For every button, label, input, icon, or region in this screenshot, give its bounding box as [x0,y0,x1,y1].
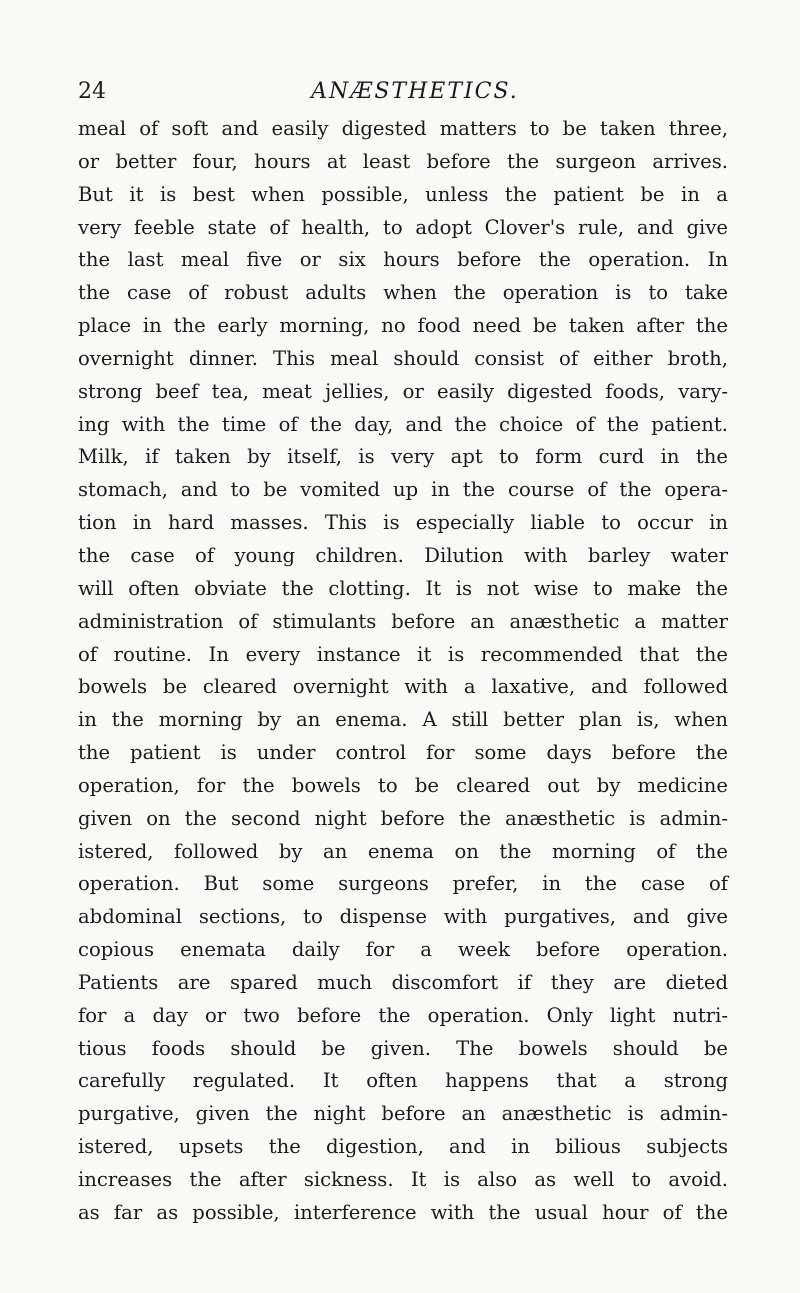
text-line: carefully regulated. It often happens that a strong [78,1069,728,1093]
text-line: strong beef tea, meat jellies, or easily digested foods, vary- [78,379,728,403]
text-line: as far as possible, interference with the usual hour of the [78,1200,728,1224]
text-line: istered, followed by an enema on the morning of the [78,839,728,863]
text-line: ing with the time of the day, and the choice of the patient. [78,412,728,436]
text-line: operation. But some surgeons prefer, in the case of [78,872,728,896]
text-line: abdominal sections, to dispense with purgatives, and give [78,905,728,929]
text-line: for a day or two before the operation. Only light nutri- [78,1003,728,1027]
text-line: purgative, given the night before an anæsthetic is admin- [78,1102,728,1126]
text-line: in the morning by an enema. A still better plan is, when [78,708,728,732]
text-line: place in the early morning, no food need be taken after the [78,314,728,338]
text-line: operation, for the bowels to be cleared out by medicine [78,773,728,797]
text-line: tion in hard masses. This is especially liable to occur in [78,511,728,535]
text-line: administration of stimulants before an anæsthetic a matter [78,609,728,633]
text-line: Patients are spared much discomfort if they are dieted [78,970,728,994]
running-head [78,78,720,112]
text-line: Milk, if taken by itself, is very apt to form curd in the [78,445,728,469]
text-line: istered, upsets the digestion, and in bilious subjects [78,1135,728,1159]
page-number: 24 [78,79,106,104]
body-paragraph [78,113,728,1230]
text-line: the patient is under control for some days before the [78,741,728,765]
text-line: increases the after sickness. It is also as well to avoid. [78,1168,728,1191]
text-line: bowels be cleared overnight with a laxative, and followed [78,675,728,699]
page-header-title: ANÆSTHETICS. [311,79,519,104]
text-line: overnight dinner. This meal should consist of either broth, [78,346,728,370]
text-line: But it is best when possible, unless the patient be in a [78,182,728,206]
text-line: stomach, and to be vomited up in the course of the opera- [78,478,728,502]
text-line: meal of soft and easily digested matters to be taken three, [78,117,728,140]
text-line: the case of robust adults when the operation is to take [78,281,728,305]
text-line: or better four, hours at least before the surgeon arrives. [78,149,728,173]
text-line: very feeble state of health, to adopt Clover's rule, and give [78,215,728,239]
text-line: given on the second night before the anæsthetic is admin- [78,806,728,830]
text-line: of routine. In every instance it is recommended that the [78,642,728,666]
text-line: copious enemata daily for a week before operation. [78,938,728,962]
text-line: tious foods should be given. The bowels should be [78,1036,728,1060]
text-line: the last meal five or six hours before the operation. In [78,248,728,272]
text-line: the case of young children. Dilution with barley water [78,543,728,567]
text-line: will often obviate the clotting. It is not wise to make the [78,576,728,600]
